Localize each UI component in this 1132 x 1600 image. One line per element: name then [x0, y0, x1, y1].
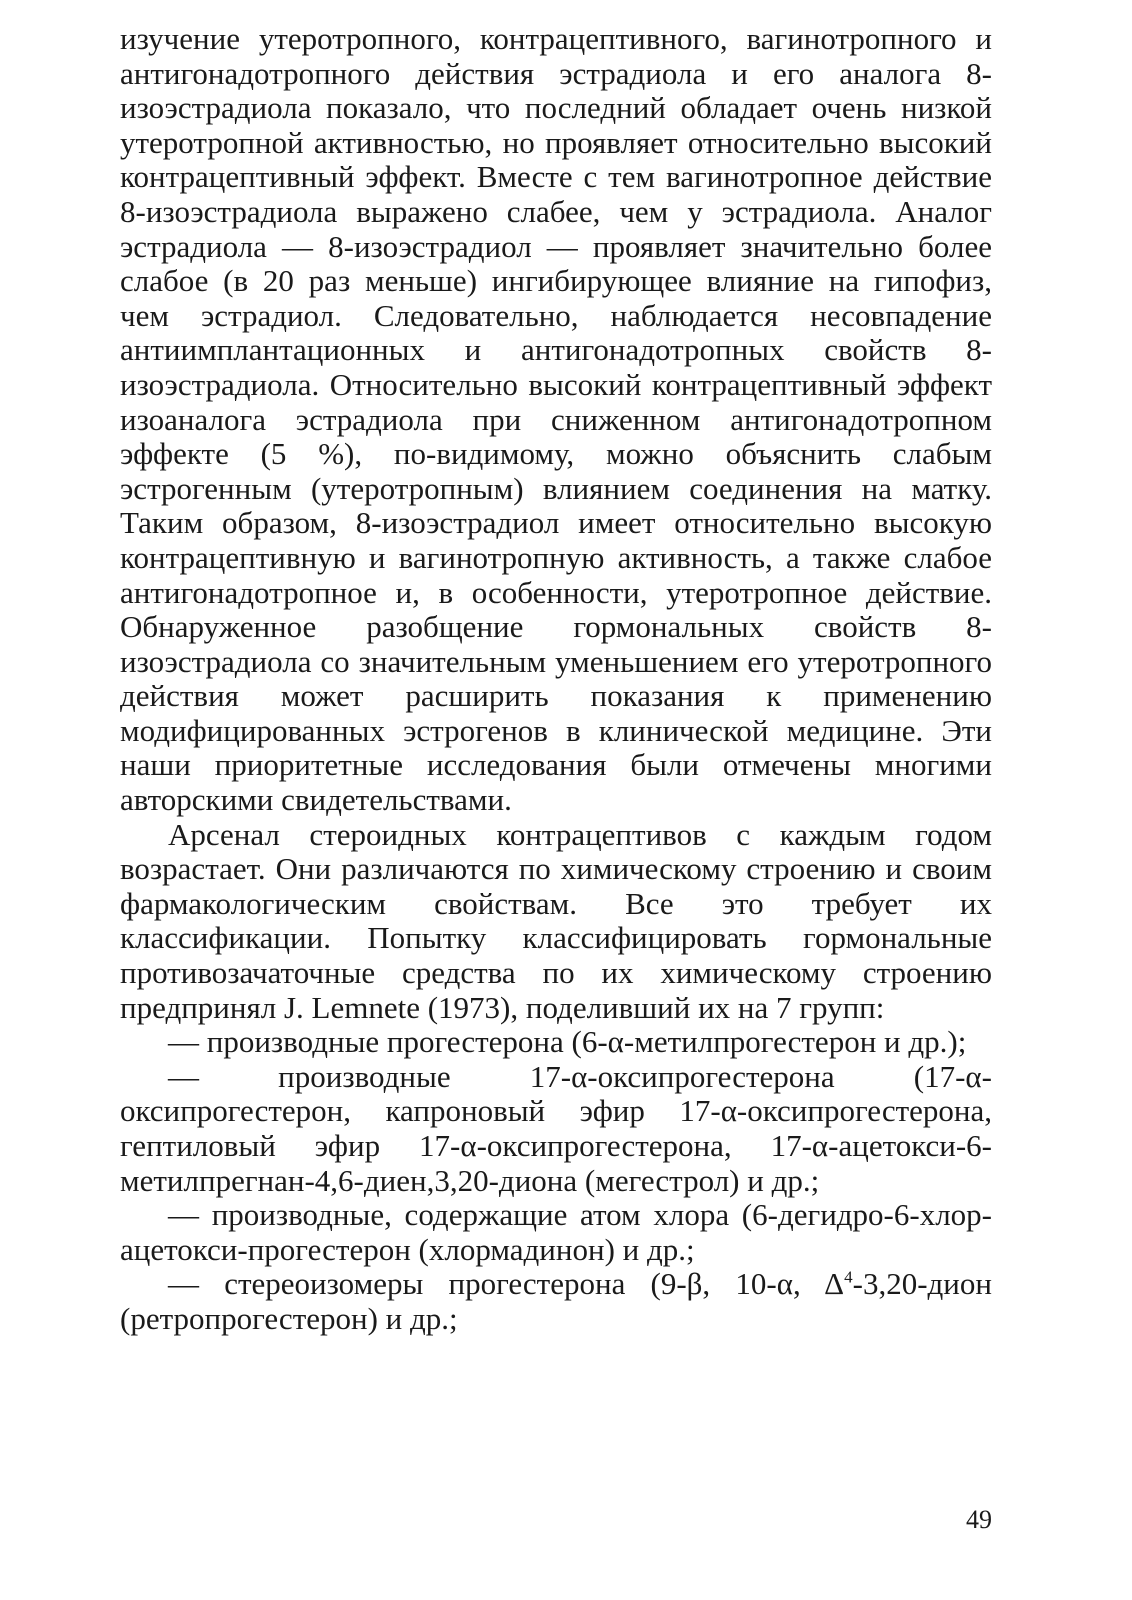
paragraph-contraceptive-arsenal: Арсенал стероидных контрацептивов с каждым годом возрастает. Они различаются по химическому строению и своим фармакологическим свойствам. Все это требует их классификации. Попытку классифицировать гормональные противозачаточные средства по их химическому строению предпринял J. Lemnete (1973), поделивший их на 7 групп: [120, 816, 992, 1025]
stereoisomers-text-after: -3,20-дион (ретропрогестерон) и др.; [120, 1266, 992, 1336]
paragraph-continuation: изучение утеротропного, контрацептивного, вагинотропного и антигонадотропного действия эстрадиола и его аналога 8-изоэстрадиола показало, что последний обладает очень низкой утеротропной активностью, но проявляет относительно высокий контрацептивный эффект. Вместе с тем вагинотропное действие 8-изоэстрадиола выражено слабее, чем у эстрадиола. Аналог эстрадиола — 8-изоэстрадиол — проявляет значительно более слабое (в 20 раз меньше) ингибирующее влияние на гипофиз, чем эстрадиол. Следовательно, наблюдается несовпадение антиимплантационных и антигонадотропных свойств 8-изоэстрадиола. Относительно высокий контрацептивный эффект изоаналога эстрадиола при сниженном антигонадотропном эффекте (5 %), по-видимому, можно объяснить слабым эстрогенным (утеротропным) влиянием соединения на матку. Таким образом, 8-изоэстрадиол имеет относительно высокую контрацептивную и вагинотропную активность, а также слабое антигонадотропное и, в особенности, утеротропное действие. Обнаруженное разобщение гормональных свойств 8-изоэстрадиола со значительным уменьшением его утеротропного действия может расширить показания к применению модифицированных эстрогенов в клинической медицине. Эти наши приоритетные исследования были отмечены многими авторскими свидетельствами. [120, 21, 992, 818]
list-item-progesterone-derivatives: — производные прогестерона (6-α-метилпрогестерон и др.); [168, 1024, 967, 1060]
list-item-chlorine-derivatives: — производные, содержащие атом хлора (6-дегидро-6-хлор-ацетокси-прогестерон (хлормадинон) и др.; [120, 1197, 992, 1267]
delta-superscript: 4 [844, 1268, 853, 1288]
stereoisomers-text-before: — стереоизомеры прогестерона (9-β, 10-α, Δ [168, 1266, 845, 1302]
page-body [120, 22, 992, 1337]
list-item-stereoisomers [120, 1267, 992, 1336]
page-number: 49 [966, 1505, 992, 1534]
list-item-oxyprogesterone-derivatives: — производные 17-α-оксипрогестерона (17-α-оксипрогестерон, капроновый эфир 17-α-оксипрогестерона, гептиловый эфир 17-α-оксипрогестерона, 17-α-ацетокси-6-метилпрегнан-4,6-диен,3,20-диона (мегестрол) и др.; [120, 1058, 992, 1198]
